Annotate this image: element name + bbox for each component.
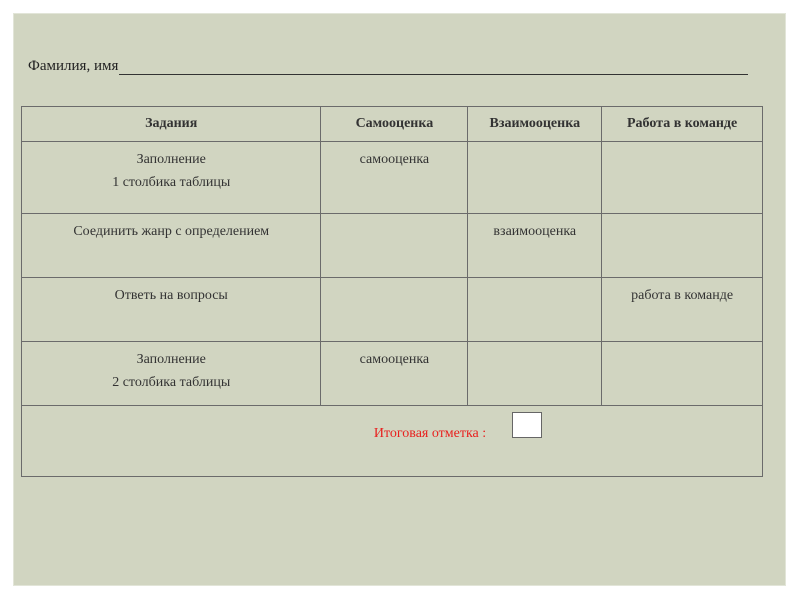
table-row	[22, 278, 763, 342]
peer-text: взаимооценка	[493, 224, 577, 239]
self-cell[interactable]	[321, 214, 468, 278]
name-label: Фамилия, имя	[28, 58, 119, 74]
total-label: Итоговая отметка :	[373, 426, 487, 441]
team-cell[interactable]	[602, 142, 763, 214]
task-text: 2 столбика таблицы	[112, 375, 231, 390]
team-text: работа в команде	[631, 288, 734, 303]
team-cell[interactable]	[602, 214, 763, 278]
peer-text	[470, 142, 599, 148]
task-cell	[22, 278, 321, 342]
name-field[interactable]	[28, 58, 748, 75]
self-cell[interactable]	[321, 342, 468, 406]
header-teamwork: Работа в команде	[602, 107, 763, 142]
total-row	[22, 406, 763, 477]
self-text	[323, 278, 465, 284]
table-row	[22, 214, 763, 278]
peer-text	[470, 342, 599, 348]
task-text: Соединить жанр с определением	[73, 224, 270, 239]
task-text: Ответь на вопросы	[114, 288, 228, 303]
header-self-assessment: Самооценка	[321, 107, 468, 142]
task-text: 1 столбика таблицы	[112, 175, 231, 190]
total-cell	[22, 406, 763, 477]
self-text: самооценка	[359, 352, 430, 367]
team-text	[604, 214, 760, 220]
peer-cell[interactable]	[468, 142, 602, 214]
self-cell[interactable]	[321, 278, 468, 342]
self-cell[interactable]	[321, 142, 468, 214]
task-cell	[22, 342, 321, 406]
team-text	[604, 342, 760, 348]
table-row	[22, 342, 763, 406]
header-peer-assessment: Взаимооценка	[468, 107, 602, 142]
name-underline[interactable]	[119, 62, 748, 75]
task-cell	[22, 214, 321, 278]
self-text: самооценка	[359, 152, 430, 167]
team-cell[interactable]	[602, 278, 763, 342]
task-cell	[22, 142, 321, 214]
task-text: Заполнение	[136, 352, 206, 367]
assessment-table	[21, 106, 763, 477]
peer-text	[470, 278, 599, 284]
table-row	[22, 142, 763, 214]
team-text	[604, 142, 760, 148]
task-text: Заполнение	[136, 152, 206, 167]
peer-cell[interactable]	[468, 214, 602, 278]
header-tasks: Задания	[22, 107, 321, 142]
self-text	[323, 214, 465, 220]
peer-cell[interactable]	[468, 342, 602, 406]
header-row	[22, 107, 763, 142]
total-grade-box[interactable]	[512, 412, 542, 438]
team-cell[interactable]	[602, 342, 763, 406]
peer-cell[interactable]	[468, 278, 602, 342]
